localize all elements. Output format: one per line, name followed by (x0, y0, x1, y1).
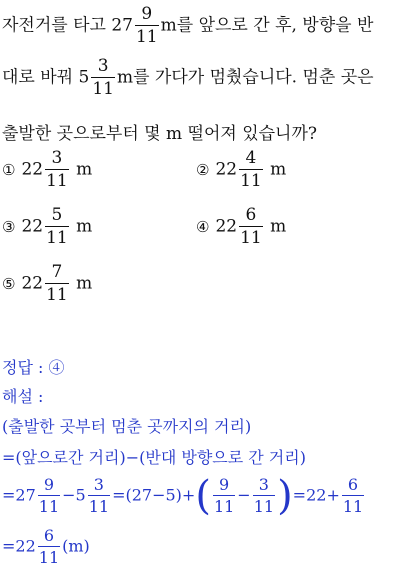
question-line-1 (2, 6, 373, 46)
option-5[interactable]: ⑤ 22 $\frac{7}{11}$ m (2, 262, 93, 305)
fraction: $\frac{7}{11}$ (46, 262, 68, 305)
option-3[interactable]: ③ 22 $\frac{5}{11}$ m (2, 205, 93, 248)
option-marker: ④ (196, 217, 210, 236)
right-paren: ) (277, 473, 293, 519)
fraction: $\frac{9}{11}$ (38, 475, 60, 516)
fraction: $\frac{3}{11}$ (46, 148, 68, 191)
option-marker: ⑤ (2, 274, 16, 293)
fraction: $\frac{9}{11}$ (135, 4, 158, 47)
question-line-3: 출발한 곳으로부터 몇 m 떨어져 있습니까? (2, 124, 318, 144)
solution-line-2: =(앞으로간 거리)−(반대 방향으로 간 거리) (2, 448, 306, 467)
answer-line: 정답 : ④ (2, 358, 65, 377)
fraction: $\frac{4}{11}$ (240, 148, 262, 191)
solution-equation: =27 $\frac{9}{11}$ −5 $\frac{3}{11}$ =(27−5)+( $\frac{9}{11}$ − $\frac{3}{11}$ )=22+ $\frac{6}{11}$ (2, 473, 364, 519)
option-marker: ③ (2, 217, 16, 236)
fraction: $\frac{5}{11}$ (46, 205, 68, 248)
fraction: $\frac{6}{11}$ (342, 475, 364, 516)
fraction: $\frac{6}{11}$ (240, 205, 262, 248)
option-1[interactable]: ① 22 $\frac{3}{11}$ m (2, 148, 93, 191)
fraction: $\frac{3}{11}$ (92, 56, 114, 99)
left-paren: ( (195, 473, 211, 519)
option-marker: ② (196, 160, 210, 179)
question-line-2 (2, 58, 374, 98)
option-marker: ① (2, 160, 16, 179)
question-text: m를 앞으로 간 후, 방향을 반 (160, 15, 374, 36)
fraction: $\frac{9}{11}$ (213, 475, 235, 516)
question-text: m를 가다가 멈췄습니다. 멈춘 곳은 (116, 67, 374, 88)
fraction: $\frac{3}{11}$ (88, 475, 110, 516)
question-text: 자전거를 타고 27 (2, 15, 133, 36)
option-2[interactable]: ② 22 $\frac{4}{11}$ m (196, 148, 287, 191)
option-4[interactable]: ④ 22 $\frac{6}{11}$ m (196, 205, 287, 248)
fraction: $\frac{3}{11}$ (253, 475, 275, 516)
fraction: $\frac{6}{11}$ (38, 526, 60, 567)
solution-final: =22 $\frac{6}{11}$ (m) (2, 526, 90, 567)
explanation-label: 해설 : (2, 387, 44, 406)
solution-line-1: (출발한 곳부터 멈춘 곳까지의 거리) (2, 417, 252, 436)
question-text: 대로 바꿔 5 (2, 67, 90, 88)
